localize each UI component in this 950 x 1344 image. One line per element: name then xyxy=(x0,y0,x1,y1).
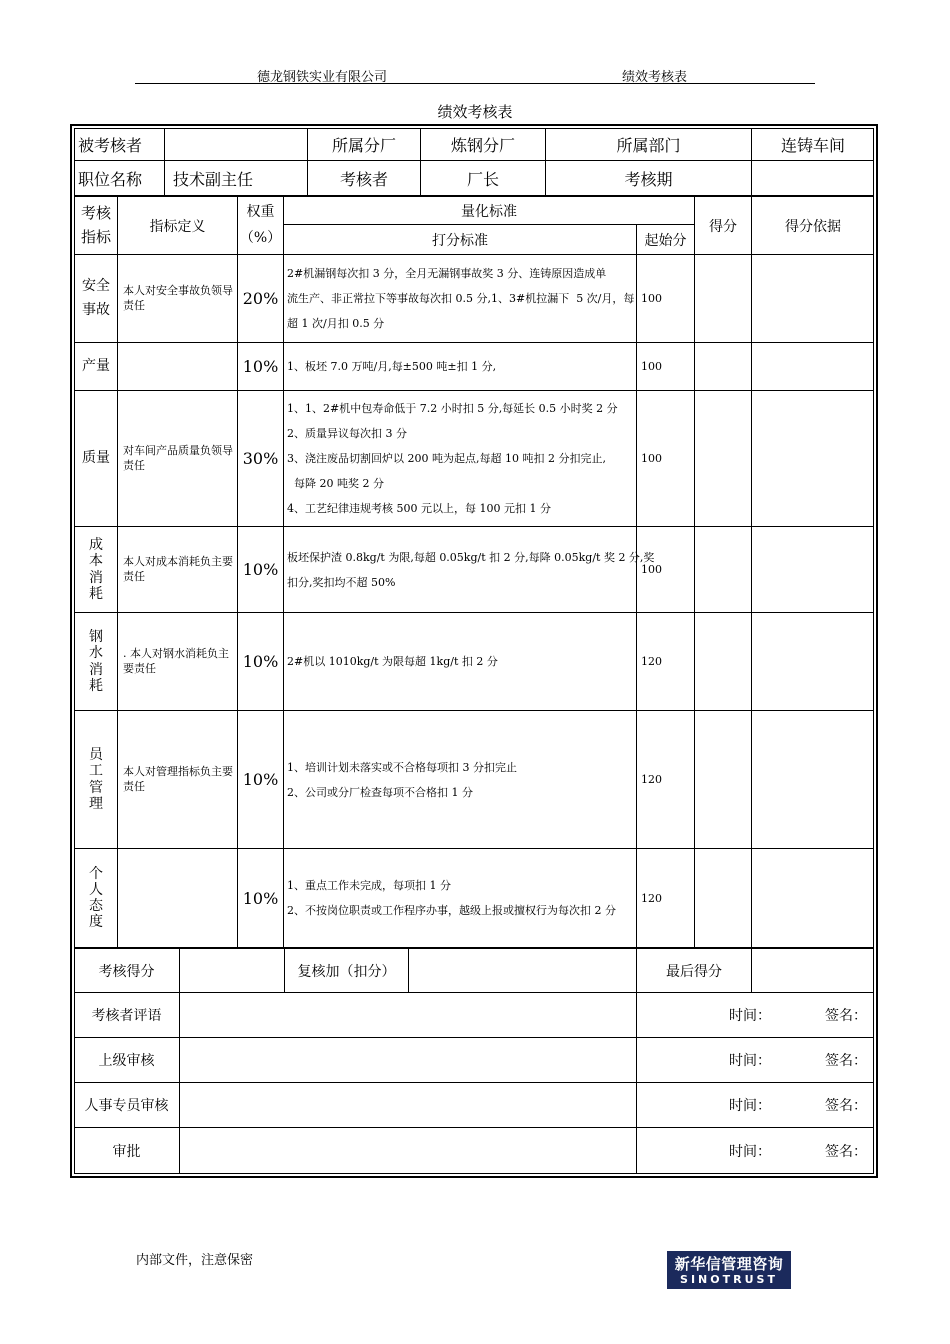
row-weight: 20% xyxy=(242,289,279,308)
review-adjust-label: 复核加（扣分） xyxy=(297,963,396,980)
row-base-score: 120 xyxy=(641,773,662,786)
signoff-comment-field[interactable] xyxy=(180,1038,636,1082)
row-base-score: 100 xyxy=(641,563,662,576)
row-indicator: 个人态度 xyxy=(89,865,103,931)
row-weight: 10% xyxy=(242,560,279,579)
row-score[interactable] xyxy=(695,343,751,390)
row-definition xyxy=(123,343,235,390)
period-label: 考核期 xyxy=(624,169,673,189)
row-basis[interactable] xyxy=(752,613,874,710)
row-score[interactable] xyxy=(695,613,751,710)
row-definition xyxy=(123,849,235,947)
th-indicator: 考核指标 xyxy=(80,204,111,246)
period-value[interactable] xyxy=(752,161,874,195)
row-indicator: 员工管理 xyxy=(89,747,103,812)
criteria-line: 板坯保护渣 0.8kg/t 为限,每超 0.05kg/t 扣 2 分,每降 0.05kg/t 奖 2 分,奖 xyxy=(287,550,655,564)
examinee-value[interactable] xyxy=(165,128,307,160)
criteria-line: 3、浇注废品切割回炉以 200 吨为起点,每超 10 吨扣 2 分扣完止, xyxy=(287,452,606,465)
row-definition: 本人对管理指标负主要责任 xyxy=(123,765,233,793)
row-definition: . 本人对钢水消耗负主要责任 xyxy=(123,647,229,675)
row-criteria xyxy=(287,711,639,848)
th-base: 起始分 xyxy=(644,232,687,249)
row-base-score: 100 xyxy=(641,292,662,305)
row-base-score: 120 xyxy=(641,891,662,905)
row-criteria xyxy=(287,391,639,526)
signoff-signature-label: 签名： xyxy=(825,1098,867,1114)
row-weight: 10% xyxy=(242,888,279,908)
row-score[interactable] xyxy=(695,527,751,612)
signoff-label: 人事专员审核 xyxy=(84,1098,169,1114)
signoff-comment-field[interactable] xyxy=(180,993,636,1037)
row-criteria xyxy=(287,849,639,947)
row-indicator: 质量 xyxy=(82,449,110,466)
header-rule xyxy=(135,83,815,84)
signoff-label: 审批 xyxy=(112,1144,141,1160)
examinee-label: 被考核者 xyxy=(78,135,143,155)
total-score-label: 考核得分 xyxy=(98,963,155,980)
row-weight: 30% xyxy=(242,449,279,468)
row-score[interactable] xyxy=(695,711,751,848)
row-definition: 对车间产品质量负领导责任 xyxy=(123,444,233,472)
signoff-label: 上级审核 xyxy=(98,1053,155,1069)
final-score-value[interactable] xyxy=(752,949,874,992)
row-weight: 10% xyxy=(242,770,279,789)
row-criteria xyxy=(287,343,639,390)
signoff-time-label: 时间： xyxy=(729,1098,771,1114)
th-basis: 得分依据 xyxy=(785,218,841,235)
row-base-score: 100 xyxy=(641,360,662,373)
criteria-line: 4、工艺纪律违规考核 500 元以上，每 100 元扣 1 分 xyxy=(287,502,551,515)
total-score-value[interactable] xyxy=(180,949,284,992)
th-weight: 权重 （%） xyxy=(239,204,282,246)
criteria-line: 1、培训计划未落实或不合格每项扣 3 分扣完止 xyxy=(287,760,517,774)
criteria-line: 1、1、2#机中包寿命低于 7.2 小时扣 5 分,每延长 0.5 小时奖 2 分 xyxy=(287,402,618,415)
criteria-line: 流生产、非正常拉下等事故每次扣 0.5 分,1、3#机拉漏下 5 次/月，每 xyxy=(287,292,635,305)
criteria-line: 每降 20 吨奖 2 分 xyxy=(287,477,384,490)
row-criteria xyxy=(287,613,639,710)
criteria-line: 2、公司或分厂检查每项不合格扣 1 分 xyxy=(287,785,473,799)
row-score[interactable] xyxy=(695,849,751,947)
row-basis[interactable] xyxy=(752,711,874,848)
row-score[interactable] xyxy=(695,255,751,342)
signoff-signature-label: 签名： xyxy=(825,1144,867,1160)
th-score: 得分 xyxy=(709,218,737,235)
review-adjust-value[interactable] xyxy=(409,949,636,992)
criteria-line: 超 1 次/月扣 0.5 分 xyxy=(287,317,385,330)
criteria-line: 2#机漏钢每次扣 3 分，全月无漏钢事故奖 3 分、连铸原因造成单 xyxy=(287,267,607,280)
signoff-time-label: 时间： xyxy=(729,1008,771,1024)
dept-value: 连铸车间 xyxy=(780,135,845,155)
row-base-score: 100 xyxy=(641,452,662,465)
position-label: 职位名称 xyxy=(78,169,143,189)
signoff-label: 考核者评语 xyxy=(91,1008,162,1024)
criteria-line: 1、重点工作未完成，每项扣 1 分 xyxy=(287,879,451,892)
header-company: 德龙钢铁实业有限公司 xyxy=(257,70,388,85)
logo-cn: 新华信管理咨询 xyxy=(674,1255,784,1273)
criteria-line: 扣分,奖扣均不超 50% xyxy=(287,575,396,589)
row-basis[interactable] xyxy=(752,255,874,342)
final-score-label: 最后得分 xyxy=(666,963,722,980)
signoff-time-label: 时间： xyxy=(729,1144,771,1160)
row-basis[interactable] xyxy=(752,849,874,947)
row-definition: 本人对成本消耗负主要责任 xyxy=(123,555,233,583)
th-criteria: 打分标准 xyxy=(432,232,488,249)
row-basis[interactable] xyxy=(752,527,874,612)
signoff-signature-label: 签名： xyxy=(825,1008,867,1024)
row-indicator: 钢水消耗 xyxy=(89,629,103,694)
signoff-signature-label: 签名： xyxy=(825,1053,867,1069)
row-basis[interactable] xyxy=(752,343,874,390)
row-weight: 10% xyxy=(242,357,279,376)
sinotrust-logo xyxy=(667,1251,791,1289)
row-basis[interactable] xyxy=(752,391,874,526)
examiner-value: 厂长 xyxy=(466,169,499,189)
criteria-line: 1、板坯 7.0 万吨/月,每±500 吨±扣 1 分, xyxy=(287,360,497,373)
row-score[interactable] xyxy=(695,391,751,526)
th-quant: 量化标准 xyxy=(461,203,517,220)
row-definition: 本人对安全事故负领导责任 xyxy=(123,284,233,312)
row-weight: 10% xyxy=(242,652,279,671)
th-definition: 指标定义 xyxy=(149,218,206,235)
examiner-label: 考核者 xyxy=(339,169,388,189)
row-criteria xyxy=(287,255,639,342)
criteria-line: 2、质量异议每次扣 3 分 xyxy=(287,427,407,440)
page-title: 绩效考核表 xyxy=(437,103,513,121)
dept-label: 所属部门 xyxy=(616,135,681,155)
signoff-comment-field[interactable] xyxy=(180,1128,636,1174)
signoff-comment-field[interactable] xyxy=(180,1083,636,1127)
position-value: 技术副主任 xyxy=(173,169,254,189)
signoff-time-label: 时间： xyxy=(729,1053,771,1069)
confidential-note: 内部文件，注意保密 xyxy=(136,1253,254,1268)
row-base-score: 120 xyxy=(641,655,662,668)
branch-label: 所属分厂 xyxy=(331,135,396,155)
branch-value: 炼钢分厂 xyxy=(450,135,515,155)
logo-en: SINOTRUST xyxy=(680,1273,778,1286)
header-doc-name: 绩效考核表 xyxy=(622,70,688,85)
criteria-line: 2#机以 1010kg/t 为限每超 1kg/t 扣 2 分 xyxy=(287,655,498,668)
row-indicator: 成本消耗 xyxy=(89,537,103,602)
row-indicator: 安全事故 xyxy=(82,277,110,318)
criteria-line: 2、不按岗位职责或工作程序办事，越级上报或擅权行为每次扣 2 分 xyxy=(287,904,616,917)
row-indicator: 产量 xyxy=(82,357,110,374)
